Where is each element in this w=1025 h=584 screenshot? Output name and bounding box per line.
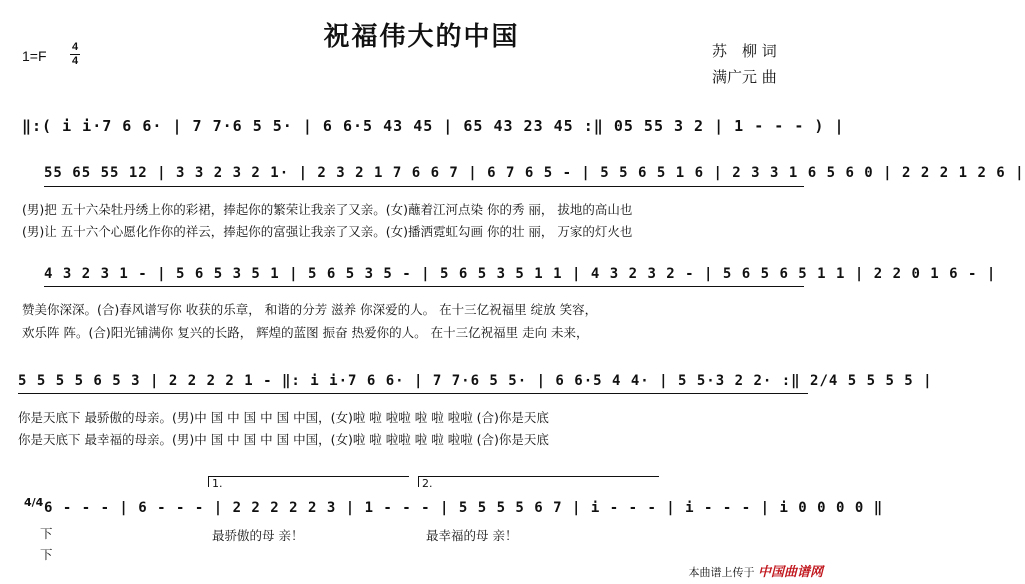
score-system-3-notes: 4 3 2 3 1 - | 5 6 5 3 5 1 | 5 6 5 3 5 - | 5 6 5 3 5 1 1 | 4 3 2 3 2 - | 5 6 5 6 5 1 1 | 2 2 0 1 6 - |	[44, 266, 997, 282]
volta-2-label: 2.	[422, 477, 433, 490]
score-system-1-notes: ‖:( i i·7 6 6· | 7 7·6 5 5· | 6 6·5 43 45 | 65 43 23 45 :‖ 05 55 3 2 | 1 - - - ) |	[22, 117, 845, 135]
site-logo[interactable]: 中国曲谱网	[757, 565, 823, 580]
score-system-2-lyric-verse-1: (男)把 五十六朵牡丹绣上你的彩裙，捧起你的繁荣让我亲了又亲。(女)蘸着江河点染 你的秀 丽， 拔地的高山也	[22, 202, 633, 217]
volta-bracket-1	[208, 476, 409, 487]
score-system-5-lyric-verse-1: 下	[40, 526, 53, 541]
footer	[688, 561, 823, 580]
system-4-underline	[18, 393, 808, 394]
footer-text: 本曲谱上传于	[688, 566, 755, 579]
volta-1-label: 1.	[212, 477, 223, 490]
composer-credit: 满广元 曲	[712, 68, 777, 86]
system-2-underline	[44, 186, 804, 187]
score-system-4-lyric-verse-2: 你是天底下 最幸福的母亲。(男)中 国 中 国 中 国 中国，(女)啦 啦 啦啦 啦 啦 啦啦 (合)你是天底	[18, 432, 549, 447]
score-system-5-time-signature: 4/4	[24, 496, 44, 509]
key-signature: 1=F	[22, 48, 47, 64]
score-system-3-lyric-verse-2: 欢乐阵 阵。(合)阳光铺满你 复兴的长路， 辉煌的蓝图 振奋 热爱你的人。 在十三亿祝福里 走向 未来，	[22, 325, 589, 340]
score-system-5-notes: 6 - - - | 6 - - - | 2 2 2 2 2 3 | 1 - - - | 5 5 5 5 6 7 | i - - - | i - - - | i 0 0 0 0 ‖	[44, 500, 884, 516]
lyricist-credit: 苏 柳 词	[712, 42, 777, 60]
score-system-2-lyric-verse-2: (男)让 五十六个心愿化作你的祥云，捧起你的富强让我亲了又亲。(女)播洒霓虹勾画 你的壮 丽， 万家的灯火也	[22, 224, 633, 239]
ending-1-lyric: 最骄傲的母 亲！	[212, 528, 304, 543]
score-system-4-lyric-verse-1: 你是天底下 最骄傲的母亲。(男)中 国 中 国 中 国 中国，(女)啦 啦 啦啦 啦 啦 啦啦 (合)你是天底	[18, 410, 549, 425]
time-signature-bottom: 4	[71, 55, 79, 67]
score-system-2-notes: 55 65 55 12 | 3 3 2 3 2 1· | 2 3 2 1 7 6 6 7 | 6 7 6 5 - | 5 5 6 5 1 6 | 2 3 3 1 6 5 6 0 | 2 2 2 1 2 6 |	[44, 165, 1025, 181]
time-signature	[70, 42, 80, 67]
ending-2-lyric: 最幸福的母 亲！	[426, 528, 518, 543]
volta-bracket-2	[418, 476, 659, 487]
score-system-3-lyric-verse-1: 赞美你深深。(合)春风谱写你 收获的乐章， 和谐的分芳 滋养 你深爱的人。 在十三亿祝福里 绽放 笑容，	[22, 302, 598, 317]
score-system-5-lyric-verse-2: 下	[40, 547, 53, 562]
score-system-4-notes: 5 5 5 5 6 5 3 | 2 2 2 2 1 - ‖: i i·7 6 6· | 7 7·6 5 5· | 6 6·5 4 4· | 5 5·3 2 2· :‖ 2/4 5 5 5 5 |	[18, 373, 933, 389]
time-signature-top: 4	[71, 41, 79, 53]
song-title: 祝福伟大的中国	[323, 22, 520, 52]
system-3-underline	[44, 286, 804, 287]
